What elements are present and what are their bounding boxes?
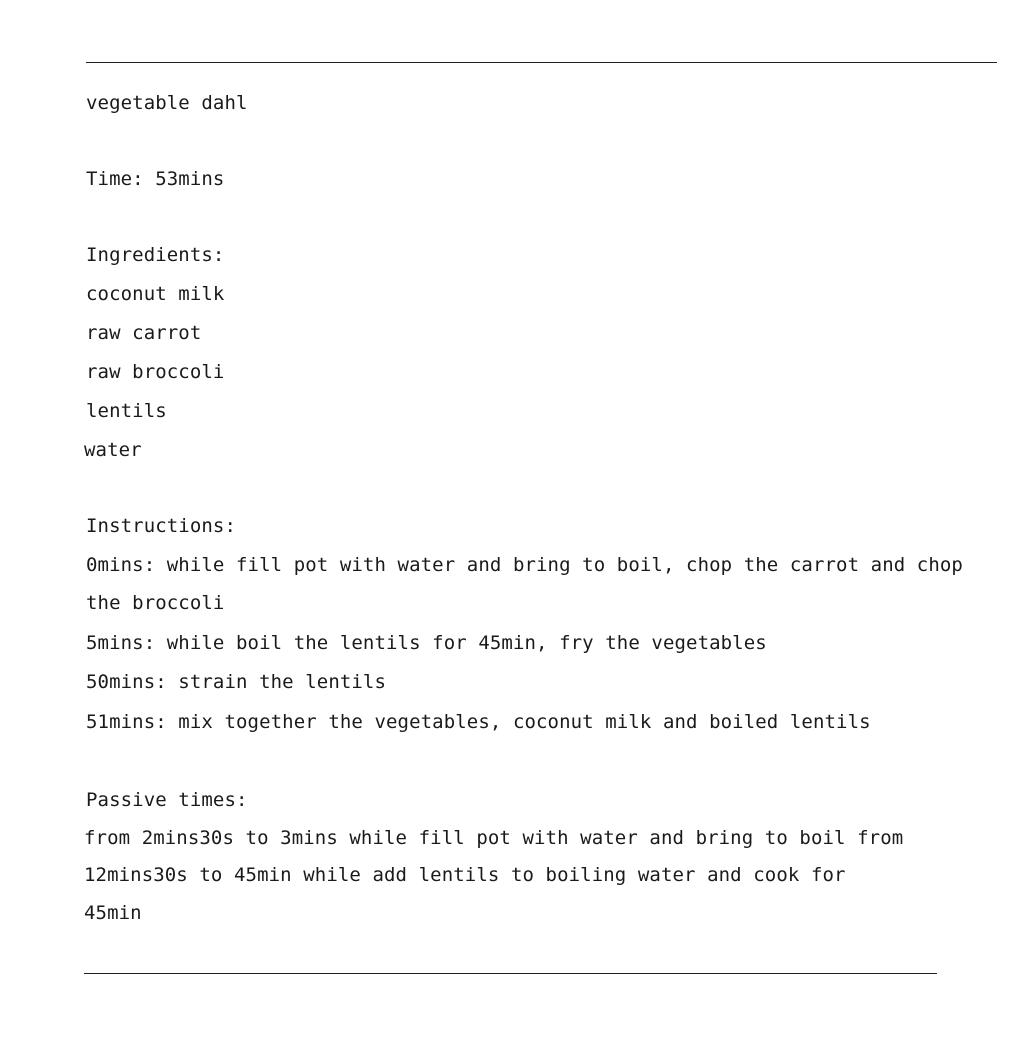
recipe-title: vegetable dahl (86, 92, 248, 114)
instruction-line: 0mins: while fill pot with water and bring to boil, chop the carrot and chop (86, 554, 963, 576)
ingredient-item: raw broccoli (86, 361, 225, 383)
passive-times-heading: Passive times: (86, 789, 248, 811)
ingredients-heading: Ingredients: (86, 244, 225, 266)
passive-time-line: 12mins30s to 45min while add lentils to boiling water and cook for (84, 864, 846, 886)
instruction-line: 5mins: while boil the lentils for 45min, fry the vegetables (86, 632, 767, 654)
instruction-line: 50mins: strain the lentils (86, 671, 387, 693)
ingredient-item: raw carrot (86, 322, 202, 344)
top-divider (86, 62, 997, 63)
instruction-line: the broccoli (86, 592, 225, 614)
instructions-heading: Instructions: (86, 515, 237, 537)
instruction-line: 51mins: mix together the vegetables, coconut milk and boiled lentils (86, 711, 871, 733)
ingredient-item: water (84, 439, 142, 461)
ingredient-item: lentils (86, 400, 167, 422)
passive-time-line: from 2mins30s to 3mins while fill pot with water and bring to boil from (84, 827, 904, 849)
bottom-divider (84, 973, 937, 974)
passive-time-line: 45min (84, 902, 142, 924)
ingredient-item: coconut milk (86, 283, 225, 305)
recipe-time: Time: 53mins (86, 168, 225, 190)
